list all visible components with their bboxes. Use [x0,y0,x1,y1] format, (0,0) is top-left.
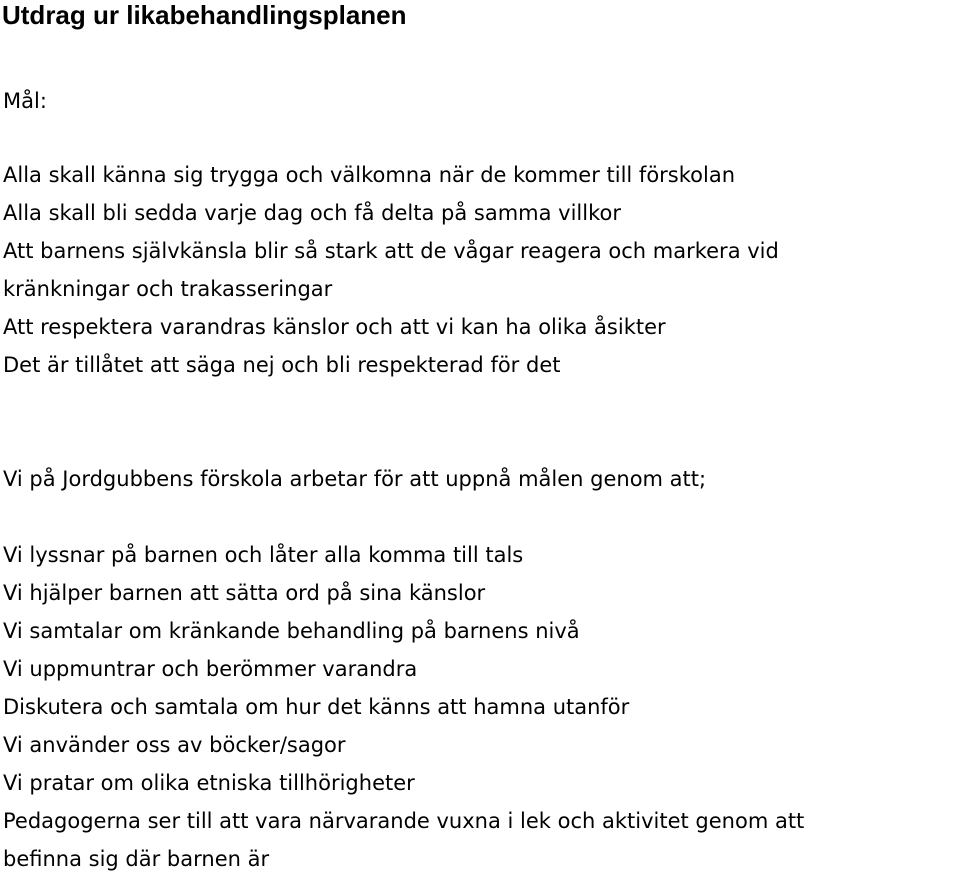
action-line: Vi uppmuntrar och berömmer varandra [3,657,418,681]
goal-line: Att respektera varandras känslor och att vi kan ha olika åsikter [3,315,666,339]
goal-line: Det är tillåtet att säga nej och bli respekterad för det [3,353,561,377]
page-title: Utdrag ur likabehandlingsplanen [2,0,407,30]
action-line: Diskutera och samtala om hur det känns att hamna utanför [3,695,630,719]
goals-heading: Mål: [3,89,47,113]
goal-line: kränkningar och trakasseringar [3,277,333,301]
goal-line: Alla skall känna sig trygga och välkomna när de kommer till förskolan [3,163,736,187]
goal-line: Alla skall bli sedda varje dag och få delta på samma villkor [3,201,621,225]
action-line: Pedagogerna ser till att vara närvarande vuxna i lek och aktivitet genom att [3,809,805,833]
action-line: Vi pratar om olika etniska tillhörigheter [3,771,415,795]
action-line: befinna sig där barnen är [3,847,270,871]
goal-line: Att barnens självkänsla blir så stark att de vågar reagera och markera vid [3,239,779,263]
action-line: Vi hjälper barnen att sätta ord på sina känslor [3,581,486,605]
intro-text: Vi på Jordgubbens förskola arbetar för att uppnå målen genom att; [3,467,707,491]
action-line: Vi samtalar om kränkande behandling på barnens nivå [3,619,580,643]
action-line: Vi lyssnar på barnen och låter alla komma till tals [3,543,524,567]
action-line: Vi använder oss av böcker/sagor [3,733,346,757]
